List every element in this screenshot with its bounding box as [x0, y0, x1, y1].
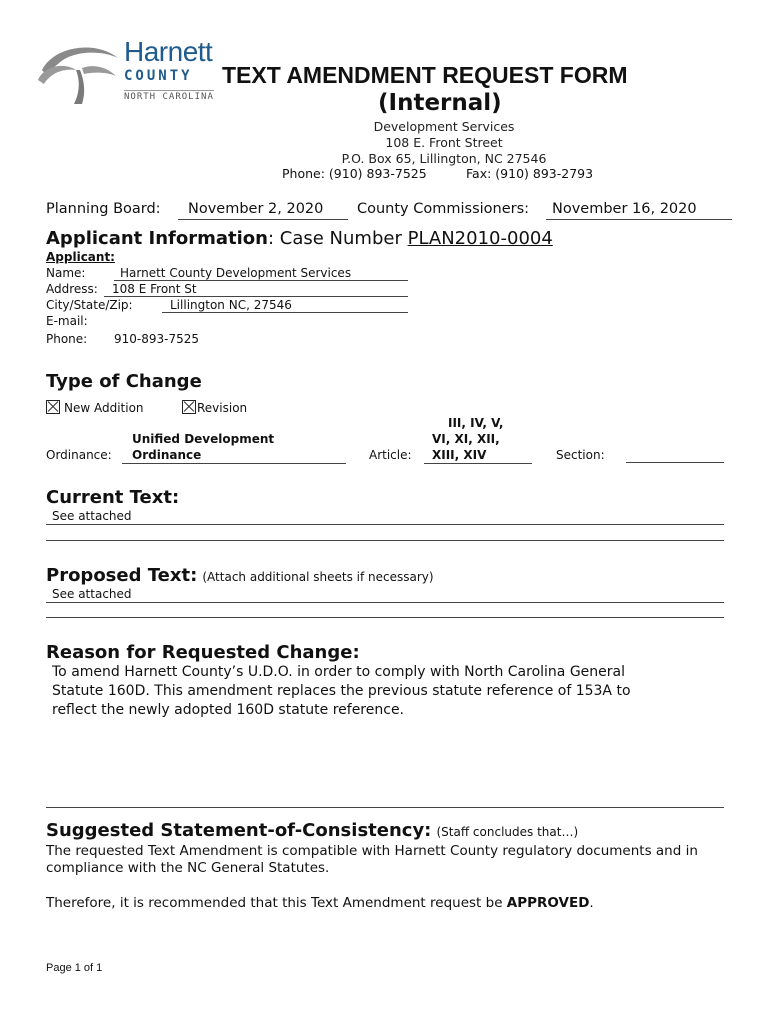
- page-number: Page 1 of 1: [46, 962, 103, 974]
- reason-line-3: reflect the newly adopted 160D statute reference.: [52, 702, 405, 718]
- commissioners-underline: [546, 219, 732, 220]
- address-underline: [104, 296, 408, 297]
- recommendation-text: Therefore, it is recommended that this Text Amendment request be: [46, 895, 507, 911]
- consistency-header: [46, 820, 578, 841]
- proposed-text-heading: Proposed Text:: [46, 565, 198, 586]
- applicant-phone: 910-893-7525: [114, 332, 200, 346]
- recommendation-approved: APPROVED: [506, 895, 590, 911]
- office-street: 108 E. Front Street: [385, 135, 503, 150]
- applicant-section-heading: [46, 228, 553, 249]
- article-value-line2: VI, XI, XII,: [432, 432, 500, 446]
- tree-icon: [36, 40, 122, 106]
- logo-harnett-text: Harnett: [124, 36, 213, 67]
- article-value-line3: XIII, XIV: [432, 448, 487, 462]
- city-state-zip-label: City/State/Zip:: [46, 298, 133, 312]
- current-text-line-1: [46, 524, 724, 525]
- planning-board-date: November 2, 2020: [188, 201, 324, 217]
- article-label: Article:: [369, 448, 412, 462]
- harnett-county-logo: [36, 36, 216, 108]
- planning-board-label: Planning Board:: [46, 201, 161, 217]
- consistency-line-3: [46, 895, 594, 911]
- consistency-heading: Suggested Statement-of-Consistency:: [46, 820, 432, 841]
- office-pobox: P.O. Box 65, Lillington, NC 27546: [341, 151, 547, 166]
- ordinance-underline: [122, 463, 346, 464]
- county-commissioners-date: November 16, 2020: [552, 201, 697, 217]
- applicant-city: Lillington NC, 27546: [170, 298, 292, 312]
- form-title: TEXT AMENDMENT REQUEST FORM: [222, 62, 628, 88]
- case-number: PLAN2010-0004: [407, 228, 553, 249]
- applicant-heading: Applicant Information: [46, 228, 268, 249]
- form-subtitle: (Internal): [378, 90, 502, 116]
- new-addition-checkbox[interactable]: [46, 400, 60, 414]
- reason-divider: [46, 807, 724, 808]
- phone-label: Phone:: [46, 332, 88, 346]
- proposed-text-note: (Attach additional sheets if necessary): [202, 570, 434, 584]
- reason-line-2: Statute 160D. This amendment replaces the previous statute reference of 153A to: [52, 683, 631, 699]
- current-text-heading: Current Text:: [46, 487, 180, 508]
- ordinance-label: Ordinance:: [46, 448, 112, 462]
- revision-label: Revision: [197, 401, 248, 415]
- consistency-note: (Staff concludes that…): [436, 825, 579, 839]
- recommendation-period: .: [589, 895, 594, 911]
- case-number-label: : Case Number: [268, 228, 402, 249]
- name-underline: [114, 280, 408, 281]
- reason-heading: Reason for Requested Change:: [46, 642, 360, 663]
- office-phone: Phone: (910) 893-7525: [282, 166, 427, 181]
- logo-state-text: NORTH CAROLINA: [124, 92, 214, 102]
- type-of-change-heading: Type of Change: [46, 371, 202, 392]
- city-underline: [162, 312, 408, 313]
- applicant-address: 108 E Front St: [112, 282, 197, 296]
- article-value-line1: III, IV, V,: [448, 416, 504, 430]
- email-label: E-mail:: [46, 314, 88, 328]
- ordinance-value-line2: Ordinance: [132, 448, 202, 462]
- applicant-name: Harnett County Development Services: [120, 266, 352, 280]
- proposed-text-value: See attached: [52, 587, 132, 601]
- applicant-subheading: Applicant:: [46, 250, 115, 264]
- office-dept: Development Services: [373, 119, 515, 134]
- section-label: Section:: [556, 448, 605, 462]
- section-underline: [626, 462, 724, 463]
- ordinance-value-line1: Unified Development: [132, 432, 275, 446]
- revision-checkbox[interactable]: [182, 400, 196, 414]
- proposed-text-line-2: [46, 617, 724, 618]
- article-underline: [424, 463, 532, 464]
- new-addition-option: [46, 400, 144, 415]
- address-label: Address:: [46, 282, 98, 296]
- consistency-line-2: compliance with the NC General Statutes.: [46, 860, 330, 876]
- consistency-line-1: The requested Text Amendment is compatible with Harnett County regulatory documents and in: [46, 843, 698, 859]
- revision-option: [182, 400, 247, 415]
- proposed-text-header: [46, 565, 434, 586]
- new-addition-label: New Addition: [64, 401, 144, 415]
- name-label: Name:: [46, 266, 86, 280]
- logo-county-text: COUNTY: [124, 68, 193, 84]
- planning-board-underline: [178, 219, 348, 220]
- current-text-line-2: [46, 540, 724, 541]
- proposed-text-line-1: [46, 602, 724, 603]
- office-fax: Fax: (910) 893-2793: [466, 166, 594, 181]
- reason-line-1: To amend Harnett County’s U.D.O. in order to comply with North Carolina General: [52, 664, 625, 680]
- current-text-value: See attached: [52, 509, 132, 523]
- county-commissioners-label: County Commissioners:: [357, 201, 530, 217]
